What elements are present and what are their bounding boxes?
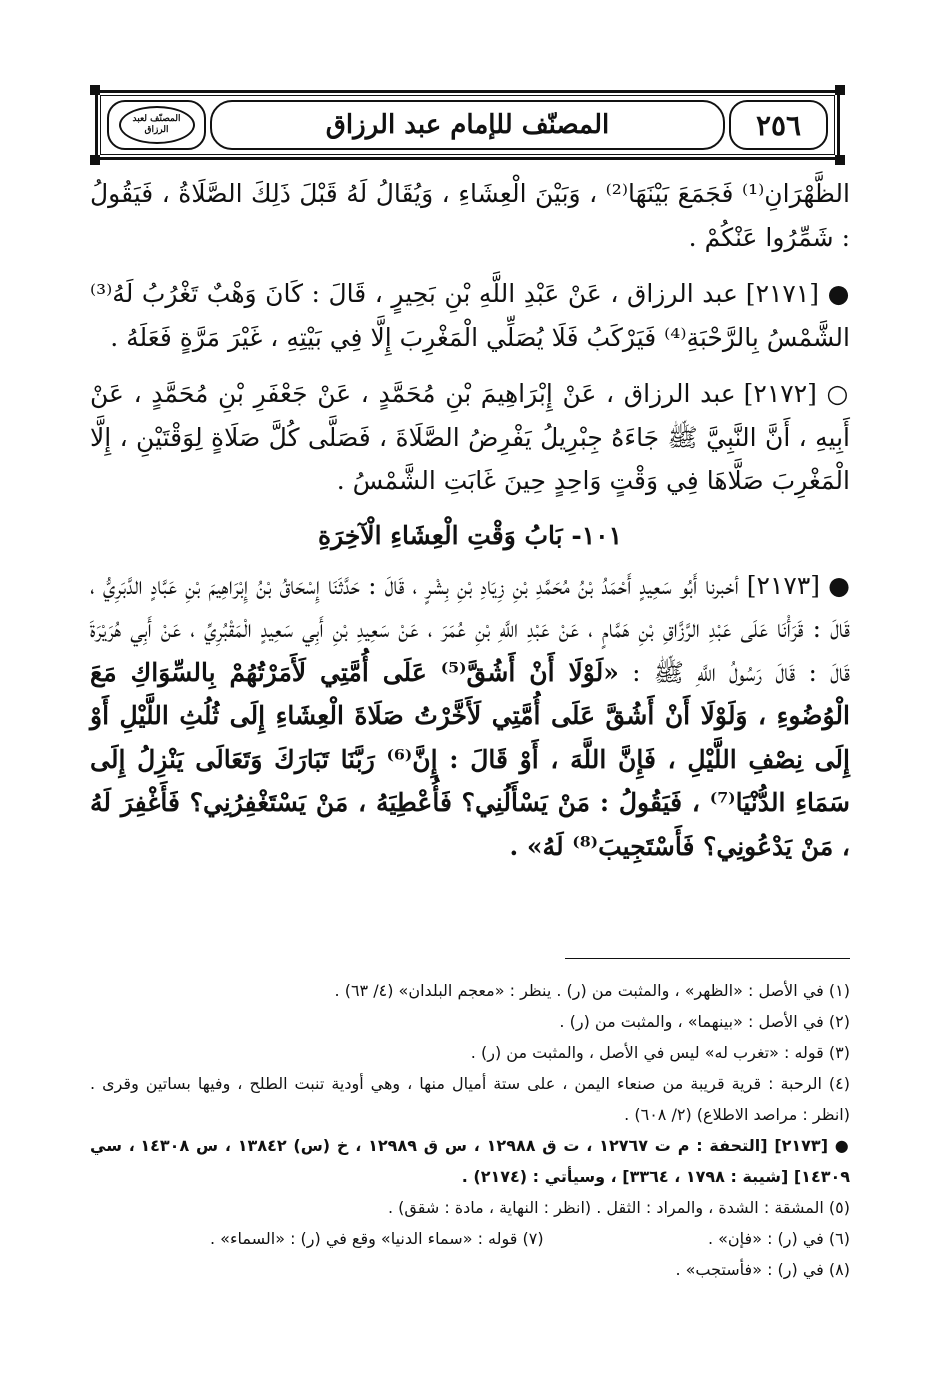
footnote-3: (٣) قوله : «تغرب له» ليس في الأصل ، والمثبت من (ر) . [470,1043,850,1062]
footnote-5: (٥) المشقة : الشدة ، والمراد : الثقل . (انظر : النهاية ، مادة : شقق) . [387,1198,850,1217]
hadith-2173-isnad: ● [٢١٧٣] أخبرنا أَبُو سَعِيدٍ أَحْمَدُ بْنُ مُحَمَّدِ بْنِ زِيَادِ بْنِ بِشْرٍ ، قَالَ : حَدَّثَنَا إِسْحَاقُ بْنُ إِبْرَاهِيمَ بْنِ عَبَّادٍ الدَّبَرِيُّ ، قَالَ : قَرَأْنَا عَلَى عَبْدِ الرَّزَّاقِ بْنِ هَمَّامٍ ، عَنْ عَبْدِ اللَّهِ بْنِ عُمَرَ ، عَنْ سَعِيدِ بْنِ أَبِي سَعِيدٍ الْمَقْبُرِيِّ ، عَنْ أَبِي هُرَيْرَةَ قَالَ : قَالَ رَسُولُ اللَّهِ ﷺ : [90,570,851,687]
footnote-4: (٤) الرحبة : قرية قريبة من صنعاء اليمن ، على ستة أميال منها ، وهي أودية تنبت الطلح ، وفيها بساتين وقرى . (انظر : مراصد الاطلاع) (٢/ ٦٠٨) . [90,1074,850,1124]
header-corner-ornament [835,85,845,95]
main-text [90,172,850,881]
header-corner-ornament [90,85,100,95]
footnote-7: (٧) قوله : «سماء الدنيا» وقع في (ر) : «السماء» . [210,1229,544,1248]
hadith-2171: ● [٢١٧١] عبد الرزاق ، عَنْ عَبْدِ اللَّهِ بْنِ بَحِيرٍ ، قَالَ : كَانَ وَهْبٌ تَغْرُبُ لَهُ⁽³⁾ الشَّمْسُ بِالرَّحْبَةِ⁽⁴⁾ فَيَرْكَبُ فَلَا يُصَلِّي الْمَغْرِبَ إِلَّا فِي بَيْتِهِ ، غَيْرَ مَرَّةٍ فَعَلَهُ . [90,279,850,352]
hadith-2173 [90,564,850,869]
header-corner-ornament [835,155,845,165]
running-title: المصنّف للإمام عبد الرزاق [325,110,610,140]
takhrij-note: ● [٢١٧٣] [التحفة : م ت ١٢٧٦٧ ، ت ق ١٢٩٨٨ ، س ق ١٢٩٨٩ ، خ (س) ١٣٨٤٢ ، س ١٤٣٠٨ ، سي ١٤٣٠٩] [شيبة : ١٧٩٨ ، ٣٣٦٤] ، وسيأتي : (٢١٧٤) . [90,1136,850,1186]
footnote-1: (١) في الأصل : «الظهر» ، والمثبت من (ر) . ينظر : «معجم البلدان» (٤/ ٦٣) . [334,981,850,1000]
running-title-box [210,100,725,150]
hadith-2172: ○ [٢١٧٢] عبد الرزاق ، عَنْ إِبْرَاهِيمَ بْنِ مُحَمَّدٍ ، عَنْ جَعْفَرِ بْنِ مُحَمَّدٍ ، عَنْ أَبِيهِ ، أَنَّ النَّبِيَّ ﷺ جَاءَهُ جِبْرِيلُ يَفْرِضُ الصَّلَاةَ ، فَصَلَّى كُلَّ صَلَاةٍ لِوَقْتَيْنِ ، إِلَّا الْمَغْرِبَ صَلَّاهَا فِي وَقْتٍ وَاحِدٍ حِينَ غَابَتِ الشَّمْسُ . [90,379,850,495]
hadith-2173-matn: «لَوْلَا أَنْ أَشُقَّ⁽⁵⁾ عَلَى أُمَّتِي لَأَمَرْتُهُمْ بِالسِّوَاكِ مَعَ الْوُضُوءِ ، وَلَوْلَا أَنْ أَشُقَّ عَلَى أُمَّتِي لَأَخَّرْتُ صَلَاةَ الْعِشَاءِ إِلَى ثُلُثِ اللَّيْلِ أَوْ إِلَى نِصْفِ اللَّيْلِ ، فَإِنَّ اللَّهَ ، أَوْ قَالَ : إِنَّ⁽⁶⁾ رَبَّنَا تَبَارَكَ وَتَعَالَى يَنْزِلُ إِلَى سَمَاءِ الدُّنْيَا⁽⁷⁾ ، فَيَقُولُ : مَنْ يَسْأَلُنِي؟ فَأُعْطِيَهُ ، مَنْ يَسْتَغْفِرُنِي؟ فَأَغْفِرَ لَهُ ، مَنْ يَدْعُونِي؟ فَأَسْتَجِيبَ⁽⁸⁾ لَهُ» . [90,657,851,861]
header-corner-ornament [90,155,100,165]
footnote-separator [565,958,850,959]
footnote-row-6-7 [90,1223,850,1254]
page-header [95,90,840,160]
footnote-6: (٦) في (ر) : «فإن» . [707,1229,850,1248]
footnotes [90,975,850,1285]
chapter-heading: ١٠١- بَابُ وَقْتِ الْعِشَاءِ الْآخِرَةِ [317,520,623,550]
paragraph-continuation: الظَّهْرَانِ⁽¹⁾ فَجَمَعَ بَيْنَهَا⁽²⁾ ، وَبَيْنَ الْعِشَاءِ ، وَيُقَالُ لَهُ قَبْلَ ذَلِكَ الصَّلَاةُ ، فَيَقُولُ : شَمِّرُوا عَنْكُمْ . [90,179,850,252]
book-logo-seal: المصنّف لعبد الرزاق [119,106,195,144]
book-logo [107,100,206,150]
page-number: ٢٥٦ [729,100,828,150]
footnote-8: (٨) في (ر) : «فأستجب» . [675,1260,850,1279]
footnote-2: (٢) في الأصل : «بينهما» ، والمثبت من (ر) . [559,1012,850,1031]
